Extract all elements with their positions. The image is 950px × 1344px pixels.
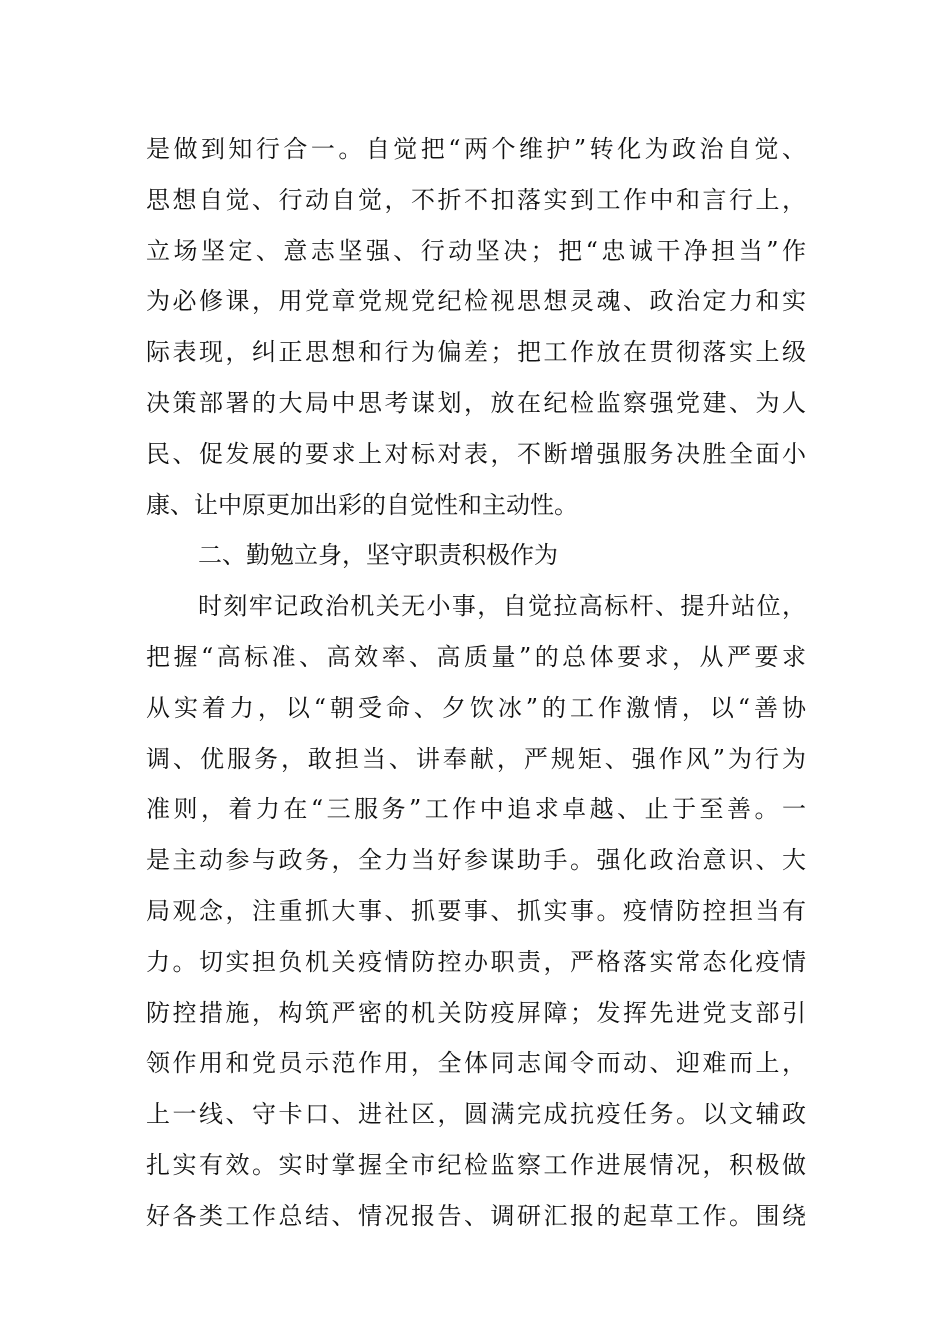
text-line: 决策部署的大局中思考谋划，放在纪检监察强党建、为人 bbox=[146, 388, 806, 417]
text-line: 立场坚定、意志坚强、行动坚决；把“忠诚干净担当”作 bbox=[146, 236, 806, 265]
text-line: 防控措施，构筑严密的机关防疫屏障；发挥先进党支部引 bbox=[146, 998, 806, 1027]
text-line: 时刻牢记政治机关无小事，自觉拉高标杆、提升站位， bbox=[198, 592, 806, 621]
text-line: 把握“高标准、高效率、高质量”的总体要求，从严要求 bbox=[146, 642, 806, 671]
text-line: 局观念，注重抓大事、抓要事、抓实事。疫情防控担当有 bbox=[146, 896, 806, 925]
text-line: 好各类工作总结、情况报告、调研汇报的起草工作。围绕 bbox=[146, 1201, 806, 1230]
text-line: 民、促发展的要求上对标对表，不断增强服务决胜全面小 bbox=[146, 439, 806, 468]
text-line: 力。切实担负机关疫情防控办职责，严格落实常态化疫情 bbox=[146, 947, 806, 976]
text-line: 际表现，纠正思想和行为偏差；把工作放在贯彻落实上级 bbox=[146, 338, 806, 367]
text-line: 上一线、守卡口、进社区，圆满完成抗疫任务。以文辅政 bbox=[146, 1100, 806, 1129]
text-line: 为必修课，用党章党规党纪检视思想灵魂、政治定力和实 bbox=[146, 287, 806, 316]
text-line: 是做到知行合一。自觉把“两个维护”转化为政治自觉、 bbox=[146, 135, 806, 163]
text-line: 思想自觉、行动自觉，不折不扣落实到工作中和言行上， bbox=[146, 185, 806, 214]
paragraph-1 bbox=[146, 124, 806, 530]
text-line: 领作用和党员示范作用，全体同志闻令而动、迎难而上， bbox=[146, 1049, 806, 1078]
text-line: 准则，着力在“三服务”工作中追求卓越、止于至善。一 bbox=[146, 795, 806, 824]
document-body bbox=[146, 124, 806, 1242]
text-line: 扎实有效。实时掌握全市纪检监察工作进展情况，积极做 bbox=[146, 1150, 806, 1179]
text-line: 是主动参与政务，全力当好参谋助手。强化政治意识、大 bbox=[146, 846, 806, 875]
text-line: 从实着力，以“朝受命、夕饮冰”的工作激情，以“善协 bbox=[146, 693, 806, 722]
section-heading: 二、勤勉立身，坚守职责积极作为 bbox=[198, 541, 558, 570]
text-line: 康、让中原更加出彩的自觉性和主动性。 bbox=[146, 490, 578, 519]
paragraph-2 bbox=[146, 581, 806, 1241]
text-line: 调、优服务，敢担当、讲奉献，严规矩、强作风”为行为 bbox=[146, 744, 806, 773]
